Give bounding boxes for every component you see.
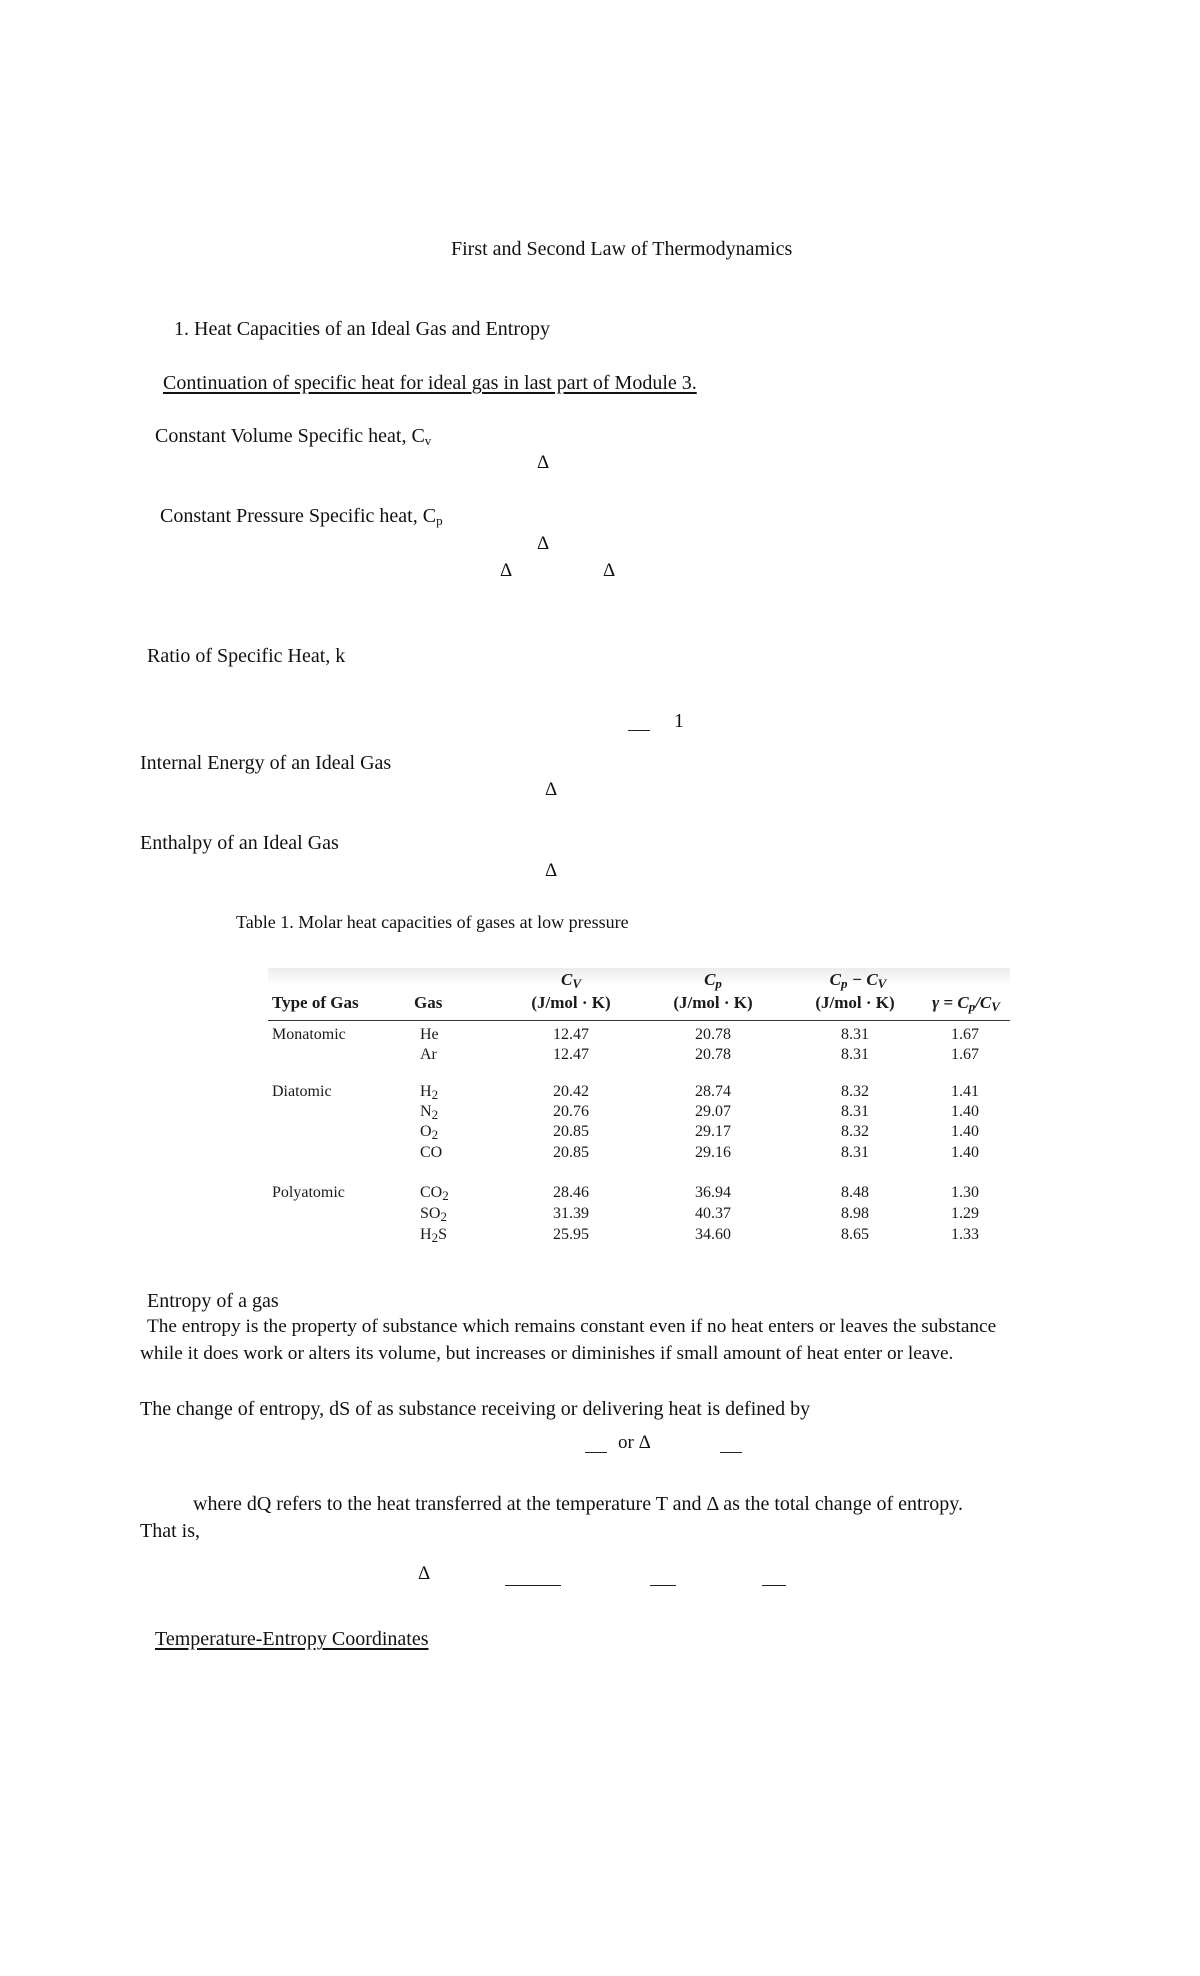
header-diff-symbol: $C_p - C_V$ (829, 970, 887, 991)
cp-co2: 36.94 (695, 1184, 731, 1201)
diff-co: 8.31 (841, 1144, 869, 1161)
heat-capacity-table (268, 968, 1010, 1258)
ratio-one: 1 (674, 710, 684, 732)
group-polyatomic: Polyatomic (272, 1184, 345, 1201)
gas-co: CO (420, 1144, 443, 1161)
gamma-ar: 1.67 (951, 1046, 979, 1063)
group-monatomic: Monatomic (272, 1026, 346, 1043)
diff-o2: 8.32 (841, 1123, 869, 1140)
total-entropy-fraction-bar-3 (762, 1585, 786, 1586)
cv-o2: 20.85 (553, 1123, 589, 1140)
cv-ar: 12.47 (553, 1046, 589, 1063)
entropy-or-delta: or Δ (618, 1432, 651, 1453)
internal-energy-delta: Δ (545, 779, 558, 800)
cp-co: 29.16 (695, 1144, 731, 1161)
cp-delta-left: Δ (500, 560, 513, 581)
ratio-fraction-bar (628, 730, 650, 731)
total-entropy-delta: Δ (418, 1563, 431, 1584)
cv-so2: 31.39 (553, 1205, 589, 1222)
diff-h2: 8.32 (841, 1083, 869, 1100)
header-diff-unit: (J/mol · K) (815, 993, 895, 1012)
gas-n2: $N_2$ (420, 1103, 439, 1122)
cp-he: 20.78 (695, 1026, 731, 1043)
gamma-n2: 1.40 (951, 1103, 979, 1120)
cp-delta: Δ (537, 533, 550, 554)
enthalpy-delta: Δ (545, 860, 558, 881)
ratio-label: Ratio of Specific Heat, k (147, 645, 346, 667)
diff-ar: 8.31 (841, 1046, 869, 1063)
table-caption: Table 1. Molar heat capacities of gases at low pressure (236, 912, 629, 932)
cv-label (155, 425, 431, 449)
diff-he: 8.31 (841, 1026, 869, 1043)
that-is-text: That is, (140, 1520, 200, 1542)
total-entropy-fraction-bar-1 (505, 1585, 561, 1586)
diff-h2s: 8.65 (841, 1226, 869, 1243)
diff-n2: 8.31 (841, 1103, 869, 1120)
header-cp-unit: (J/mol · K) (673, 993, 753, 1012)
gamma-h2s: 1.33 (951, 1226, 979, 1243)
cp-h2: 28.74 (695, 1083, 731, 1100)
cv-h2: 20.42 (553, 1083, 589, 1100)
gamma-he: 1.67 (951, 1026, 979, 1043)
internal-energy-label: Internal Energy of an Ideal Gas (140, 752, 392, 774)
header-gas: Gas (414, 993, 443, 1012)
entropy-heading: Entropy of a gas (147, 1290, 279, 1312)
gamma-o2: 1.40 (951, 1123, 979, 1140)
where-text: where dQ refers to the heat transferred at the temperature T and Δ as the total change of entropy. (193, 1493, 963, 1515)
gas-he: He (420, 1026, 439, 1043)
cp-subscript: p (436, 513, 443, 528)
header-cv-unit: (J/mol · K) (531, 993, 611, 1012)
diff-co2: 8.48 (841, 1184, 869, 1201)
gas-so2: $SO_2$ (420, 1205, 447, 1224)
gas-h2: $H_2$ (420, 1083, 439, 1102)
cp-n2: 29.07 (695, 1103, 731, 1120)
gamma-h2: 1.41 (951, 1083, 979, 1100)
cp-h2s: 34.60 (695, 1226, 731, 1243)
gas-co2: $CO_2$ (420, 1184, 449, 1203)
section-heading: 1. Heat Capacities of an Ideal Gas and Entropy (174, 318, 550, 340)
cp-label (160, 505, 443, 529)
header-cv-symbol: $C_V$ (560, 970, 581, 991)
gamma-co: 1.40 (951, 1144, 979, 1161)
diff-so2: 8.98 (841, 1205, 869, 1222)
entropy-fraction-bar-2 (720, 1452, 742, 1453)
table-header-rule (268, 1020, 1010, 1021)
entropy-paragraph-line2: while it does work or alters its volume, but increases or diminishes if small amount of heat enter or leave. (140, 1343, 954, 1364)
enthalpy-label: Enthalpy of an Ideal Gas (140, 832, 339, 854)
header-gamma: $\gamma = C_p/C_V$ (932, 993, 1000, 1014)
gamma-so2: 1.29 (951, 1205, 979, 1222)
cv-subscript: v (424, 433, 432, 448)
gas-h2s: $H_2S$ (420, 1226, 447, 1245)
cv-he: 12.47 (553, 1026, 589, 1043)
entropy-paragraph-line1: The entropy is the property of substance which remains constant even if no heat enters or leaves the substance (147, 1316, 997, 1337)
header-type-of-gas: Type of Gas (272, 993, 359, 1012)
entropy-fraction-bar-1 (585, 1452, 607, 1453)
cv-co: 20.85 (553, 1144, 589, 1161)
gas-ar: Ar (420, 1046, 437, 1063)
continuation-note: Continuation of specific heat for ideal gas in last part of Module 3. (163, 372, 697, 394)
group-diatomic: Diatomic (272, 1083, 332, 1100)
ts-coordinates-heading: Temperature-Entropy Coordinates (155, 1628, 429, 1650)
entropy-change-text: The change of entropy, dS of as substance receiving or delivering heat is defined by (140, 1398, 811, 1420)
cp-so2: 40.37 (695, 1205, 731, 1222)
gamma-co2: 1.30 (951, 1184, 979, 1201)
cp-o2: 29.17 (695, 1123, 731, 1140)
cv-co2: 28.46 (553, 1184, 589, 1201)
cv-delta: Δ (537, 452, 550, 473)
cv-n2: 20.76 (553, 1103, 589, 1120)
page-title: First and Second Law of Thermodynamics (451, 238, 793, 260)
header-cp-symbol: $C_p$ (704, 970, 722, 991)
cp-ar: 20.78 (695, 1046, 731, 1063)
cp-label-text: Constant Pressure Specific heat, C (160, 505, 437, 527)
cp-delta-right: Δ (603, 560, 616, 581)
total-entropy-fraction-bar-2 (650, 1585, 676, 1586)
gas-o2: $O_2$ (420, 1123, 439, 1142)
cv-h2s: 25.95 (553, 1226, 589, 1243)
cv-label-text: Constant Volume Specific heat, C (155, 425, 425, 447)
